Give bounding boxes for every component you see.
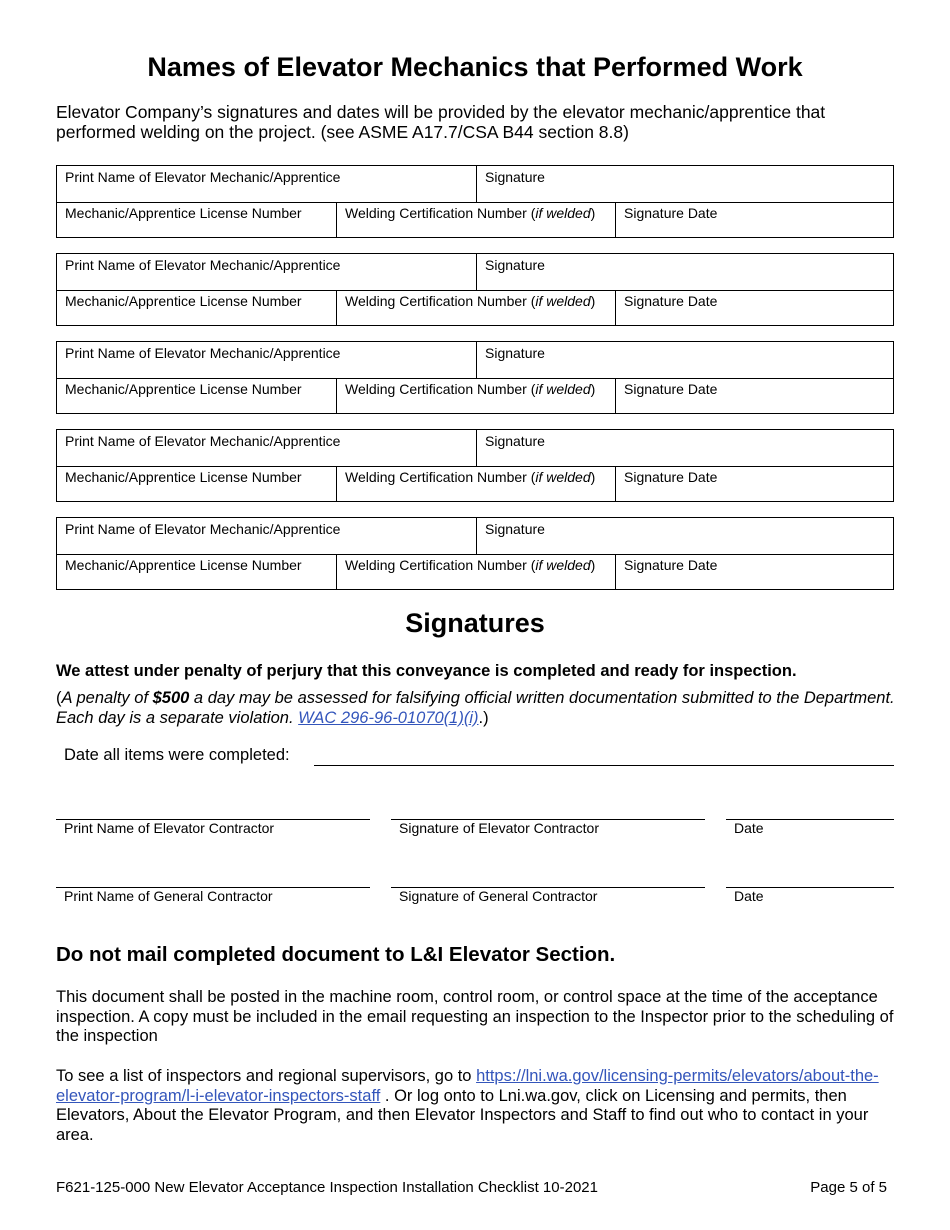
wac-link[interactable]: WAC 296-96-01070(1)(i): [298, 709, 479, 727]
welding-cert-label: [345, 381, 595, 397]
license-number-label: Mechanic/Apprentice License Number: [65, 469, 302, 485]
welding-label-end: ): [590, 469, 596, 485]
welding-label-italic: if welded: [535, 381, 591, 397]
license-number-label: Mechanic/Apprentice License Number: [65, 557, 302, 573]
penalty-amount: $500: [152, 689, 190, 707]
date-completed-label: Date all items were completed:: [64, 746, 290, 764]
signature-date-field[interactable]: [615, 202, 895, 238]
welding-cert-field[interactable]: [336, 378, 615, 414]
welding-label-end: ): [590, 557, 596, 573]
license-number-label: Mechanic/Apprentice License Number: [65, 293, 302, 309]
signature-field[interactable]: [476, 518, 895, 554]
page-title: Names of Elevator Mechanics that Performed Work: [147, 52, 803, 82]
intro-paragraph: Elevator Company’s signatures and dates will be provided by the elevator mechanic/apprentice that performed welding on the project. (see ASME A17.7/CSA B44 section 8.8): [56, 102, 826, 142]
mechanic-block-4: [56, 429, 894, 502]
welding-label-text: Welding Certification Number (: [345, 293, 536, 309]
welding-label-end: ): [590, 293, 596, 309]
inspectors-link[interactable]: https://lni.wa.gov/licensing-permits/elevators/about-the-elevator-program/l-i-elevator-inspectors-staff: [56, 1067, 879, 1105]
license-number-field[interactable]: [57, 554, 336, 590]
welding-label-text: Welding Certification Number (: [345, 381, 536, 397]
page-number: Page 5 of 5: [810, 1179, 887, 1196]
mail-notice-heading: Do not mail completed document to L&I Elevator Section.: [56, 943, 616, 966]
general-contractor-signature-label: Signature of General Contractor: [399, 888, 598, 904]
welding-label-italic: if welded: [535, 293, 591, 309]
license-number-field[interactable]: [57, 290, 336, 326]
print-name-label: Print Name of Elevator Mechanic/Apprentice: [65, 345, 341, 361]
signature-label: Signature: [485, 521, 545, 537]
penalty-notice: [56, 688, 896, 728]
signature-date-field[interactable]: [615, 466, 895, 502]
penalty-close: .): [478, 709, 489, 727]
print-name-field[interactable]: [57, 254, 476, 290]
form-id: F621-125-000 New Elevator Acceptance Inspection Installation Checklist 10-2021: [56, 1179, 598, 1196]
print-name-label: Print Name of Elevator Mechanic/Apprentice: [65, 433, 341, 449]
print-name-label: Print Name of Elevator Mechanic/Apprentice: [65, 521, 341, 537]
attest-statement: We attest under penalty of perjury that this conveyance is completed and ready for inspection.: [56, 662, 797, 680]
signature-date-label: Signature Date: [624, 381, 718, 397]
license-number-field[interactable]: [57, 466, 336, 502]
welding-cert-label: [345, 293, 595, 309]
inspectors-paragraph: [56, 1067, 896, 1145]
print-name-field[interactable]: [57, 166, 476, 202]
print-name-field[interactable]: [57, 430, 476, 466]
elevator-contractor-signature-label: Signature of Elevator Contractor: [399, 820, 599, 836]
elevator-contractor-name-label: Print Name of Elevator Contractor: [64, 820, 275, 836]
welding-cert-label: [345, 205, 595, 221]
welding-cert-label: [345, 469, 595, 485]
signature-date-label: Signature Date: [624, 469, 718, 485]
date-completed-field[interactable]: [314, 765, 894, 766]
welding-label-end: ): [590, 381, 596, 397]
license-number-label: Mechanic/Apprentice License Number: [65, 205, 302, 221]
signature-field[interactable]: [476, 342, 895, 378]
mechanic-block-2: [56, 253, 894, 326]
welding-label-text: Welding Certification Number (: [345, 557, 536, 573]
signatures-heading: Signatures: [405, 608, 545, 638]
signature-field[interactable]: [476, 166, 895, 202]
general-contractor-date-label: Date: [734, 888, 764, 904]
signature-field[interactable]: [476, 430, 895, 466]
signature-label: Signature: [485, 257, 545, 273]
welding-label-text: Welding Certification Number (: [345, 469, 536, 485]
license-number-field[interactable]: [57, 202, 336, 238]
signature-label: Signature: [485, 433, 545, 449]
signature-date-label: Signature Date: [624, 293, 718, 309]
mechanic-block-1: [56, 165, 894, 238]
license-number-label: Mechanic/Apprentice License Number: [65, 381, 302, 397]
welding-label-italic: if welded: [535, 469, 591, 485]
mechanic-block-3: [56, 341, 894, 414]
welding-cert-field[interactable]: [336, 554, 615, 590]
welding-cert-label: [345, 557, 595, 573]
elevator-contractor-date-label: Date: [734, 820, 764, 836]
signature-label: Signature: [485, 169, 545, 185]
print-name-label: Print Name of Elevator Mechanic/Apprentice: [65, 169, 341, 185]
welding-cert-field[interactable]: [336, 466, 615, 502]
inspectors-text-a: To see a list of inspectors and regional supervisors, go to: [56, 1067, 477, 1085]
signature-date-field[interactable]: [615, 290, 895, 326]
penalty-text-a: A penalty of: [61, 689, 153, 707]
welding-label-text: Welding Certification Number (: [345, 205, 536, 221]
signature-field[interactable]: [476, 254, 895, 290]
signature-date-label: Signature Date: [624, 557, 718, 573]
welding-cert-field[interactable]: [336, 202, 615, 238]
license-number-field[interactable]: [57, 378, 336, 414]
print-name-field[interactable]: [57, 342, 476, 378]
welding-cert-field[interactable]: [336, 290, 615, 326]
penalty-open: (: [56, 689, 62, 707]
welding-label-italic: if welded: [535, 557, 591, 573]
penalty-text-b: a day may be assessed for falsifying official written documentation submitted to the Department. Each day is a separate violation.: [56, 689, 895, 727]
print-name-label: Print Name of Elevator Mechanic/Apprentice: [65, 257, 341, 273]
signature-label: Signature: [485, 345, 545, 361]
inspectors-text-b: . Or log onto to Lni.wa.gov, click on Licensing and permits, then Elevators, About the Elevator Program, and then Elevator Inspectors and Staff to find out who to contact in your area.: [56, 1086, 869, 1144]
signature-date-field[interactable]: [615, 378, 895, 414]
print-name-field[interactable]: [57, 518, 476, 554]
signature-date-label: Signature Date: [624, 205, 718, 221]
general-contractor-name-label: Print Name of General Contractor: [64, 888, 273, 904]
posting-paragraph: This document shall be posted in the machine room, control room, or control space at the time of the acceptance inspection. A copy must be included in the email requesting an inspection to the Inspector prior to the scheduling of the inspection: [56, 988, 894, 1045]
signature-date-field[interactable]: [615, 554, 895, 590]
mechanic-block-5: [56, 517, 894, 590]
welding-label-italic: if welded: [535, 205, 591, 221]
welding-label-end: ): [590, 205, 596, 221]
